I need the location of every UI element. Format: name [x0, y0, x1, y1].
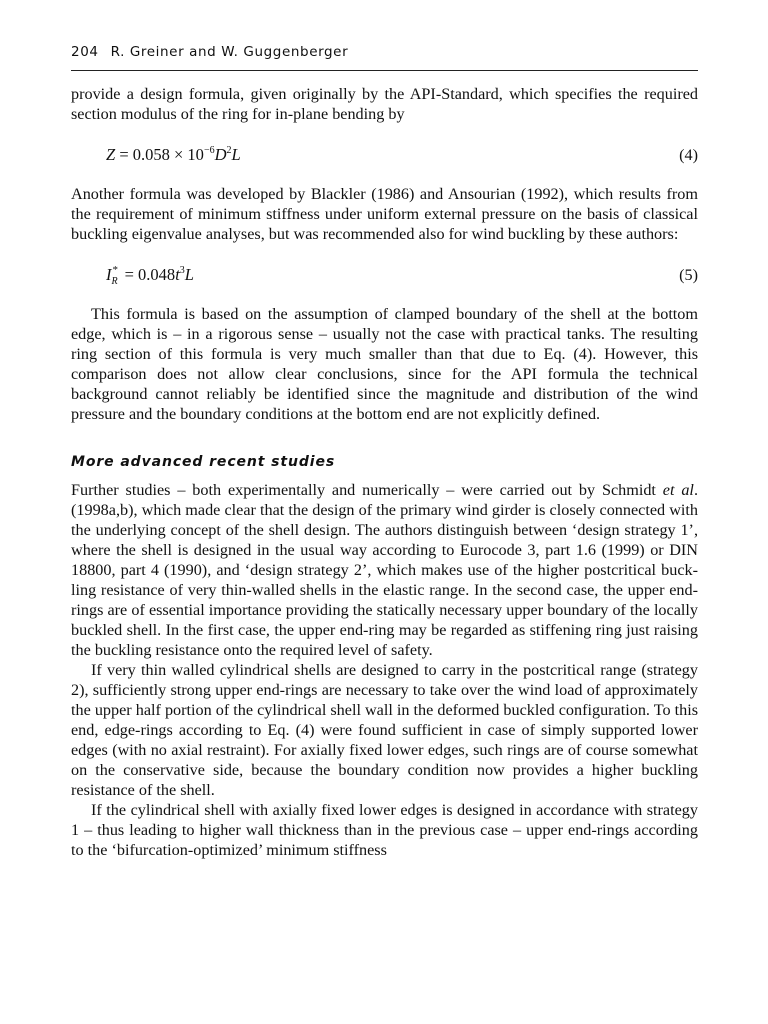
page-number: 204	[71, 44, 99, 60]
header-rule	[71, 70, 698, 71]
equation-5-formula: I * R = $0.048t^3L$	[106, 264, 194, 287]
paragraph-2: Another formula was developed by Blackler (1986) and Ansourian (1992), which results from the requirement of minimum stiffness under uniform external pressure on the basis of classical buckling eigenvalue analyses, but was recommended also for wind buckling by these authors:	[71, 185, 698, 243]
running-header-authors: R. Greiner and W. Guggenberger	[110, 44, 349, 60]
equation-5-number: (5)	[679, 266, 698, 284]
equation-4-formula: $Z = 0.058 \times 10^{-6}D^2L$	[106, 145, 241, 164]
equation-4-number: (4)	[679, 146, 698, 164]
running-header	[71, 44, 698, 60]
body-text	[71, 84, 698, 860]
equation-4	[71, 145, 698, 165]
paragraph-4: Further studies – both experimentally and numerically – were carried out by Schmidt et al. (1998a,b), which made clear that the design of the primary wind girder is closely connected with the underlying concept of the shell design. The authors distinguish between ‘design strategy 1’, where the shell is designed in the usual way according to Eurocode 3, part 1.6 (1999) or DIN 18800, part 4 (1990), and ‘design strategy 2’, which makes use of the higher postcritical buckling resistance of very thin-walled shells in the elastic range. In the second case, the upper end-rings are of essential importance providing the statically necessary upper boundary of the locally buckled shell. In the first case, the upper end-ring may be regarded as stiffening ring just raising the buckling resistance onto the required level of safety.	[71, 481, 698, 659]
paragraph-3: This formula is based on the assumption of clamped boundary of the shell at the bottom edge, which is – in a rigorous sense – usually not the case with practical tanks. The resulting ring section of this formula is very much smaller than that due to Eq. (4). However, this comparison does not allow clear conclusions, since for the API formula the technical background cannot reliably be identified since the magnitude and distribution of the wind pressure and the boundary conditions at the bottom end are not explicitly defined.	[71, 305, 698, 423]
paragraph-1: provide a design formula, given originally by the API-Standard, which specifies the required section modulus of the ring for in-plane bending by	[71, 85, 698, 123]
paragraph-5: If very thin walled cylindrical shells are designed to carry in the postcritical range (strategy 2), sufficiently strong upper end-rings are necessary to take over the wind load of approximately the upper half portion of the cylindrical shell wall in the deformed buckled configuration. To this end, edge-rings according to Eq. (4) were found sufficient in case of simply supported lower edges (with no axial restraint). For axially fixed lower edges, such rings are of course somewhat on the conservative side, because the boundary condition now provides a higher buckling resistance of the shell.	[71, 661, 699, 799]
paragraph-6: If the cylindrical shell with axially fixed lower edges is designed in accordance with strategy 1 – thus leading to higher wall thickness than in the previous case – upper end-rings according to the ‘bifurcation-optimized’ minimum stiffness	[71, 801, 698, 859]
equation-5	[71, 265, 698, 285]
section-heading: More advanced recent studies	[71, 454, 336, 470]
